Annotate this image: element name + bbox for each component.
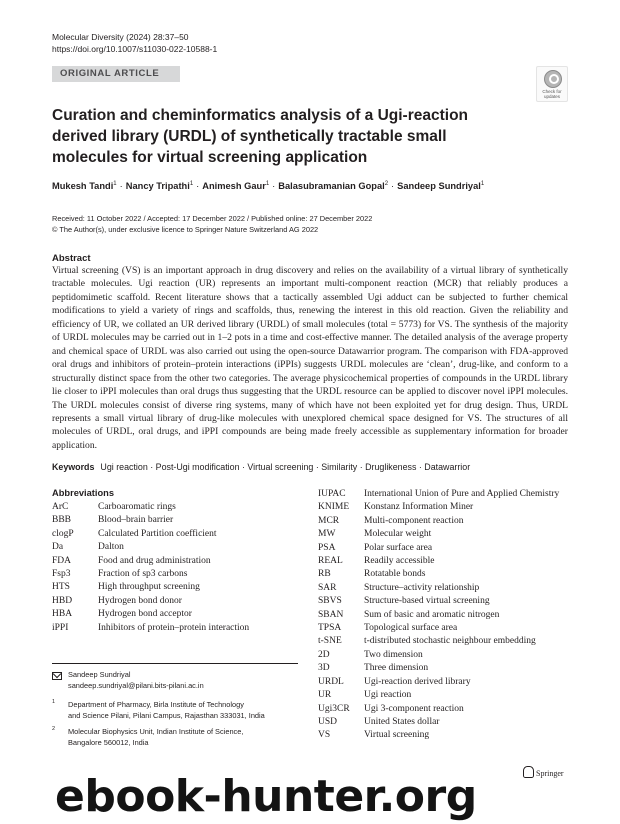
abbreviation-row <box>318 609 568 622</box>
abbreviation-definition: Three dimension <box>364 663 429 674</box>
abbreviation-row <box>318 515 568 528</box>
abbreviation-term: SAR <box>318 582 337 593</box>
abbreviation-term: BBB <box>52 515 72 526</box>
author-affiliation-mark: 1 <box>265 181 270 187</box>
abstract-text: Virtual screening (VS) is an important approach in drug discovery and relies on the availability of a virtual library of synthetically tractable molecules. Ugi reaction (UR) represents an important multi-component reaction (MCR) that reliably produces a peptidomimetic scaffold. Recent literature shows that a tactically assembled Ugi adduct can be subjected to further chemical modifications to yield a variety of rings and scaffolds, thus, renewing the interest in this old reaction. Given the reliability and efficiency of UR, we collated an UR derived library (URDL) of small molecules (total = 5773) for VS. The synthesis of the majority of URDL molecules may be carried out in 1–2 pots in a time and cost-effective manner. The detailed analysis of the average property and chemical space of URDL was also carried out using the open-source Datawarrior program. The comparison with FDA-approved oral drugs and inhibitors of protein–protein interactions (iPPIs) suggests URDL molecules are ‘clean’, drug-like, and conform to a structurally distinct space from the other two categories. The average physicochemical properties of compounds in the URDL library lie closer to iPPI molecules than oral drugs thus suggesting that the URDL resource can be applied to discover novel iPPI molecules. The URDL molecules consist of diverse ring systems, many of which have not been exploited yet for drug design. Thus, URDL represents a small virtual library of drug-like molecules with unexplored chemical space designed for VS. The structures of all molecules of URDL, oral drugs, and iPPI compounds are being made freely accessible as supplementary information for broader application. <box>52 265 568 451</box>
abbreviation-row <box>52 608 302 621</box>
abbreviation-row <box>52 581 302 594</box>
article-title: Curation and cheminformatics analysis of a Ugi-reaction derived library (URDL) of synthetically tractable small molecules for virtual screening application <box>52 107 469 166</box>
abbreviation-definition: United States dollar <box>364 716 440 727</box>
abbreviation-row <box>318 542 568 555</box>
abbreviation-row <box>318 649 568 662</box>
abbreviation-definition: Dalton <box>98 542 124 553</box>
affiliation-line: and Science Pilani, Pilani Campus, Rajasthan 333031, India <box>68 710 265 720</box>
abbreviation-row <box>318 528 568 541</box>
abbreviation-row <box>318 501 568 514</box>
abbreviation-definition: Fraction of sp3 carbons <box>98 569 188 580</box>
article-type-label: ORIGINAL ARTICLE <box>60 68 160 79</box>
footnote-divider <box>52 663 298 664</box>
author-affiliation-mark: 1 <box>113 181 117 187</box>
check-updates-line1: Check for <box>542 89 562 94</box>
abbreviation-row <box>318 729 568 742</box>
abbreviation-term: SBAN <box>318 609 344 620</box>
keywords-line <box>52 462 470 472</box>
abbreviation-term: t-SNE <box>318 636 342 647</box>
abbreviation-definition: Virtual screening <box>364 730 430 741</box>
abbreviation-term: 3D <box>318 663 330 674</box>
author-name[interactable]: Nancy Tripathi <box>125 181 190 192</box>
affiliation-line: Department of Pharmacy, Birla Institute of Technology <box>68 700 244 709</box>
abbreviation-definition: Sum of basic and aromatic nitrogen <box>364 609 500 620</box>
abbreviation-definition: Konstanz Information Miner <box>364 502 474 513</box>
abbreviation-term: Da <box>52 542 64 553</box>
affiliation-line: Bangalore 560012, India <box>68 737 149 747</box>
author-separator: · <box>272 181 276 192</box>
publication-dates <box>52 214 372 235</box>
abbreviation-row <box>318 582 568 595</box>
abbreviation-row <box>318 555 568 568</box>
check-updates-line2: updates <box>543 94 560 99</box>
abbreviation-term: HBD <box>52 595 73 606</box>
abbreviations-column-right <box>318 488 568 743</box>
abbreviation-term: URDL <box>318 676 344 687</box>
abbreviation-term: iPPI <box>52 622 69 633</box>
abbreviation-row <box>52 514 302 527</box>
author-separator: · <box>391 181 395 192</box>
article-type-badge <box>52 66 180 82</box>
affiliation-2 <box>52 727 302 749</box>
abbreviation-term: MCR <box>318 515 340 526</box>
abbreviation-definition: Ugi reaction <box>364 690 412 701</box>
author-affiliation-mark: 1 <box>189 181 194 187</box>
publisher-name: Springer <box>536 769 564 778</box>
journal-citation: Molecular Diversity (2024) 28:37–50 <box>52 32 189 42</box>
abbreviation-definition: Ugi-reaction derived library <box>364 676 471 687</box>
abbreviation-row <box>52 568 302 581</box>
abbreviation-row <box>318 662 568 675</box>
abbreviation-definition: Carboaromatic rings <box>98 502 176 512</box>
abbreviation-definition: High throughput screening <box>98 582 200 593</box>
publication-history: Received: 11 October 2022 / Accepted: 17 December 2022 / Published online: 27 December 2022 <box>52 214 373 223</box>
affiliation-number: 1 <box>52 699 56 705</box>
keywords-label: Keywords <box>52 462 95 472</box>
abbreviation-row <box>52 528 302 541</box>
abbreviation-term: REAL <box>318 556 343 567</box>
abbreviation-definition: Blood–brain barrier <box>98 515 174 526</box>
abbreviation-term: Fsp3 <box>52 569 71 580</box>
abbreviation-term: HTS <box>52 582 70 593</box>
correspondence-email[interactable]: sandeep.sundriyal@pilani.bits-pilani.ac.in <box>68 680 204 690</box>
author-name[interactable]: Balasubramanian Gopal <box>278 181 385 192</box>
abbreviation-definition: Hydrogen bond donor <box>98 595 182 606</box>
journal-header <box>52 31 217 55</box>
abbreviation-row <box>318 635 568 648</box>
abbreviation-term: TPSA <box>318 623 342 634</box>
abbreviation-term: VS <box>318 730 331 741</box>
abbreviation-row <box>318 689 568 702</box>
author-name[interactable]: Mukesh Tandi <box>52 181 114 192</box>
author-name[interactable]: Animesh Gaur <box>202 181 266 192</box>
abbreviation-term: Ugi3CR <box>318 703 350 714</box>
correspondence-block <box>52 670 302 692</box>
abbreviation-definition: Calculated Partition coefficient <box>98 528 217 539</box>
abbreviations-column-left <box>52 501 302 635</box>
abbreviation-row <box>52 555 302 568</box>
correspondence-name: Sandeep Sundriyal <box>68 670 131 679</box>
abbreviation-term: FDA <box>52 555 72 566</box>
abbreviation-definition: Structure-based virtual screening <box>364 596 490 607</box>
copyright-line: © The Author(s), under exclusive licence to Springer Nature Switzerland AG 2022 <box>52 224 319 234</box>
abbreviation-term: PSA <box>318 542 336 553</box>
abbreviation-definition: t-distributed stochastic neighbour embedding <box>364 636 536 647</box>
abbreviation-term: MW <box>318 529 336 540</box>
author-affiliation-mark: 1 <box>480 181 485 187</box>
abbreviation-row <box>52 541 302 554</box>
abbreviation-term: HBA <box>52 609 73 620</box>
doi-link[interactable]: https://doi.org/10.1007/s11030-022-10588-1 <box>52 44 218 54</box>
keywords-text: Ugi reaction · Post-Ugi modification · Virtual screening · Similarity · Druglikeness · Datawarrior <box>100 462 471 472</box>
abbreviation-term: ArC <box>52 502 69 512</box>
author-separator: · <box>196 181 200 192</box>
abbreviation-definition: Molecular weight <box>364 529 432 540</box>
abbreviation-definition: International Union of Pure and Applied Chemistry <box>364 489 560 499</box>
abbreviation-row <box>52 622 302 635</box>
abbreviation-definition: Food and drug administration <box>98 555 211 566</box>
author-name[interactable]: Sandeep Sundriyal <box>397 181 481 192</box>
abbreviation-definition: Structure–activity relationship <box>364 582 480 593</box>
abstract-heading: Abstract <box>52 253 91 264</box>
abbreviation-row <box>318 622 568 635</box>
abbreviation-term: UR <box>318 690 332 701</box>
author-separator: · <box>119 181 123 192</box>
abbreviation-row <box>318 716 568 729</box>
author-affiliation-mark: 2 <box>384 181 389 187</box>
abbreviation-term: IUPAC <box>318 489 346 499</box>
abbreviation-definition: Two dimension <box>364 649 423 660</box>
author-list <box>52 181 484 191</box>
abbreviation-row <box>318 595 568 608</box>
abbreviation-definition: Rotatable bonds <box>364 569 426 580</box>
abbreviation-definition: Hydrogen bond acceptor <box>98 609 192 620</box>
check-for-updates-badge[interactable] <box>536 66 568 102</box>
abbreviation-definition: Multi-component reaction <box>364 515 464 526</box>
abbreviation-row <box>318 703 568 716</box>
abbreviation-row <box>318 568 568 581</box>
affiliation-1 <box>52 700 302 722</box>
abbreviation-definition: Ugi 3-component reaction <box>364 703 464 714</box>
abbreviation-term: 2D <box>318 649 330 660</box>
abbreviation-definition: Polar surface area <box>364 542 433 553</box>
abbreviation-definition: Topological surface area <box>364 623 458 634</box>
affiliation-number: 2 <box>52 726 56 732</box>
abbreviation-term: clogP <box>52 528 74 539</box>
abbreviation-term: SBVS <box>318 596 342 607</box>
affiliation-line: Molecular Biophysics Unit, Indian Institute of Science, <box>68 727 244 736</box>
abbreviation-definition: Inhibitors of protein–protein interaction <box>98 622 250 633</box>
abbreviation-row <box>52 595 302 608</box>
envelope-icon <box>52 672 62 680</box>
abbreviation-term: USD <box>318 716 338 727</box>
crossmark-icon <box>544 70 562 88</box>
abbreviation-row <box>52 501 302 514</box>
abbreviation-row <box>318 488 568 501</box>
abbreviation-definition: Readily accessible <box>364 556 435 567</box>
watermark-text: ebook-hunter.org <box>55 771 477 822</box>
abbreviation-row <box>318 676 568 689</box>
abbreviation-term: KNIME <box>318 502 350 513</box>
abbreviations-heading: Abbreviations <box>52 488 114 498</box>
abbreviation-term: RB <box>318 569 331 580</box>
